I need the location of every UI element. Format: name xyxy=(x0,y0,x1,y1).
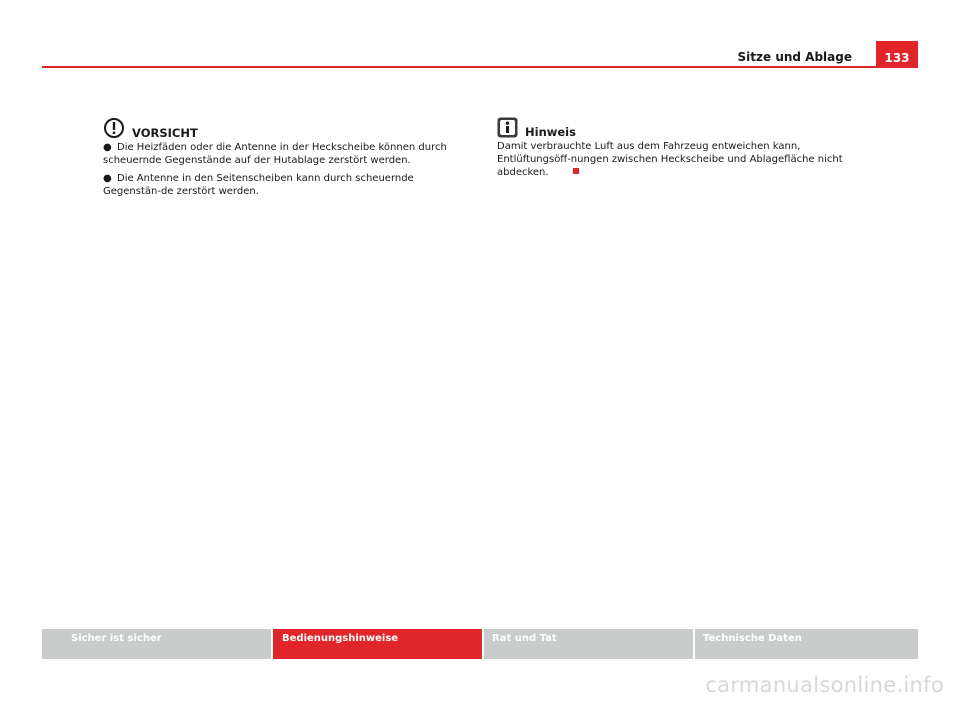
caution-bullet xyxy=(103,172,463,198)
caution-bullet xyxy=(103,141,463,167)
exclamation-circle-icon xyxy=(103,117,125,139)
caution-title: VORSICHT xyxy=(132,125,198,140)
footer-tab-rat-und-tat[interactable]: Rat und Tat xyxy=(484,629,693,659)
caution-bullet-text: Die Antenne in den Seitenscheiben kann durch scheuernde Gegenstän-de zerstört werden. xyxy=(103,173,414,197)
footer-tab-sicher-ist-sicher[interactable]: Sicher ist sicher xyxy=(42,629,271,659)
bullet-icon: ● xyxy=(103,173,112,184)
info-note-icon xyxy=(497,117,518,138)
note-heading xyxy=(497,117,857,138)
end-of-section-mark xyxy=(573,168,579,174)
caution-heading xyxy=(103,117,463,139)
caution-box xyxy=(103,117,463,203)
watermark: carmanualsonline.info xyxy=(705,673,944,697)
note-text-block xyxy=(497,140,857,179)
note-text: Damit verbrauchte Luft aus dem Fahrzeug entweichen kann, Entlüftungsöff-nungen zwischen Heckscheibe und Ablagefläche nicht abdecken. xyxy=(497,141,843,178)
bullet-icon: ● xyxy=(103,142,112,153)
footer-tab-bedienungshinweise[interactable]: Bedienungshinweise xyxy=(273,629,482,659)
footer-nav xyxy=(42,629,918,659)
note-title: Hinweis xyxy=(525,125,576,139)
section-title: Sitze und Ablage xyxy=(737,50,852,64)
footer-tab-technische-daten[interactable]: Technische Daten xyxy=(695,629,918,659)
note-box xyxy=(497,117,857,179)
header-rule xyxy=(42,66,918,68)
caution-bullet-text: Die Heizfäden oder die Antenne in der Heckscheibe können durch scheuernde Gegenstände auf der Hutablage zerstört werden. xyxy=(103,142,447,166)
page-number: 133 xyxy=(876,41,918,68)
